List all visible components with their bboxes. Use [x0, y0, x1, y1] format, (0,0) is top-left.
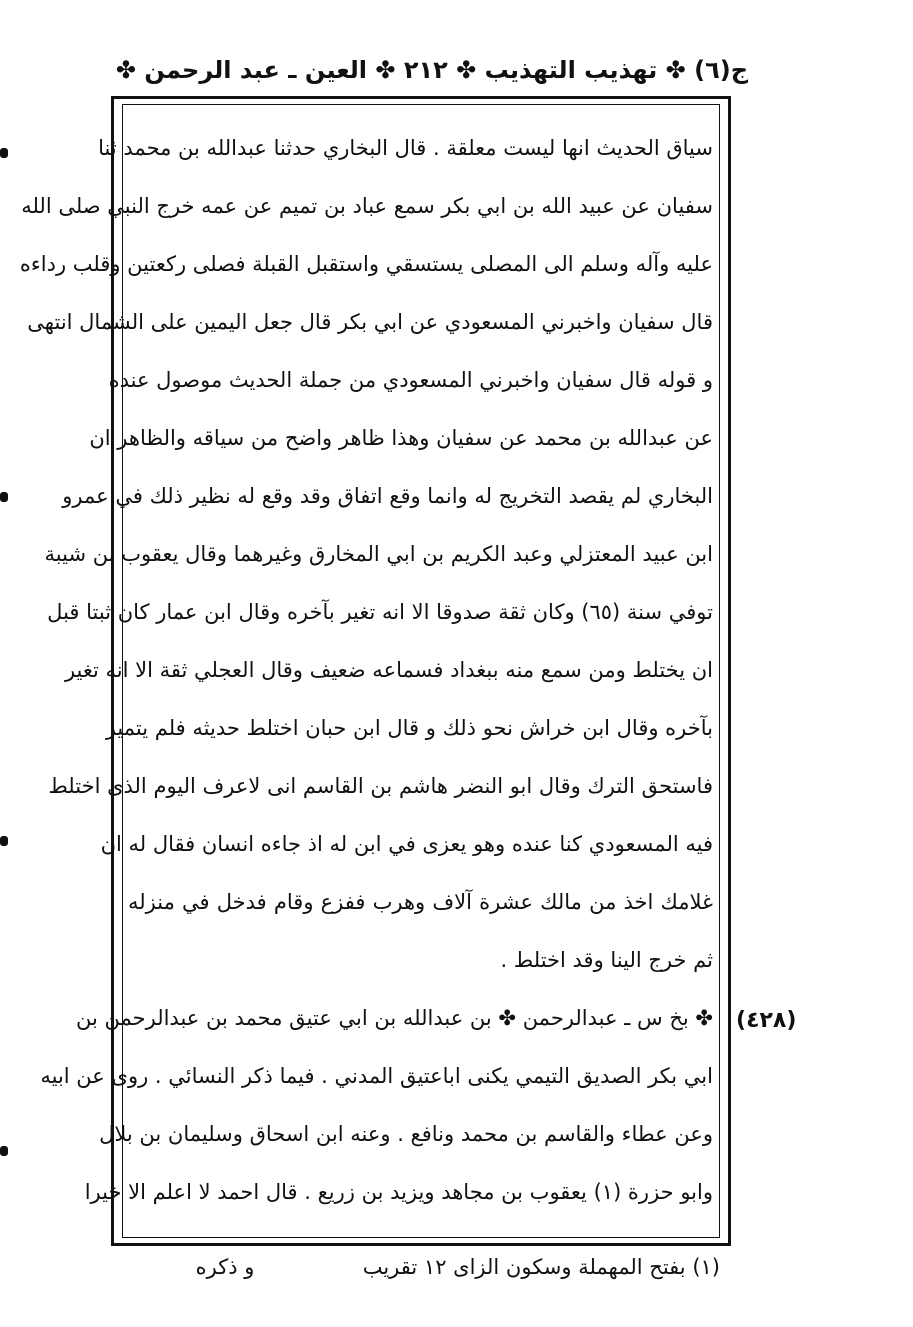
text-line: سياق الحديث انها ليست معلقة . قال البخاري حدثنا عبدالله بن محمد ثنا: [98, 136, 713, 160]
margin-mark: [0, 148, 8, 158]
text-line: و قوله قال سفيان واخبرني المسعودي من جملة الحديث موصول عنده: [108, 368, 713, 392]
text-line: وابو حزرة (١) يعقوب بن مجاهد ويزيد بن زريع . قال احمد لا اعلم الا خيرا: [84, 1180, 713, 1204]
text-line: ثم خرج الينا وقد اختلط .: [500, 948, 713, 972]
text-line: فاستحق الترك وقال ابو النضر هاشم بن القاسم انى لاعرف اليوم الذى اختلط: [48, 774, 713, 798]
text-line: فيه المسعودي كنا عنده وهو يعزى في ابن له اذ جاءه انسان فقال له ان: [100, 832, 713, 856]
text-line: ✤ بخ س ـ عبدالرحمن ✤ بن عبدالله بن ابي عتيق محمد بن عبدالرحمن بن: [76, 1006, 713, 1030]
catchword: و ذكره: [195, 1255, 255, 1279]
text-line: ابن عبيد المعتزلي وعبد الكريم بن ابي المخارق وغيرهما وقال يعقوب بن شيبة: [44, 542, 713, 566]
text-line: بآخره وقال ابن خراش نحو ذلك و قال ابن حبان اختلط حديثه فلم يتميز: [105, 716, 713, 740]
text-line: ان يختلط ومن سمع منه ببغداد فسماعه ضعيف وقال العجلي ثقة الا انه تغير: [64, 658, 713, 682]
text-line: ابي بكر الصديق التيمي يكنى اباعتيق المدني . فيما ذكر النسائي . روى عن ابيه: [40, 1064, 713, 1088]
text-line: عن عبدالله بن محمد عن سفيان وهذا ظاهر واضح من سياقه والظاهر ان: [89, 426, 713, 450]
text-line: سفيان عن عبيد الله بن ابي بكر سمع عباد بن تميم عن عمه خرج النبي صلى الله: [21, 194, 713, 218]
text-line: وعن عطاء والقاسم بن محمد ونافع . وعنه ابن اسحاق وسليمان بن بلال: [99, 1122, 713, 1146]
page-header: ج(٦) ✤ تهذيب التهذيب ✤ ٢١٢ ✤ العين ـ عبد الرحمن ✤: [115, 56, 748, 84]
margin-mark: [0, 492, 8, 502]
text-line: البخاري لم يقصد التخريج له وانما وقع اتفاق وقد وقع له نظير ذلك في عمرو: [62, 484, 713, 508]
footnote: (١) بفتح المهملة وسكون الزاى ١٢ تقريب: [362, 1255, 720, 1279]
text-line: توفي سنة (٦٥) وكان ثقة صدوقا الا انه تغير بآخره وقال ابن عمار كان ثبتا قبل: [47, 600, 713, 624]
margin-mark: [0, 836, 8, 846]
entry-number: (٤٢٨): [736, 1008, 797, 1033]
text-line: عليه وآله وسلم الى المصلى يستسقي واستقبل القبلة فصلى ركعتين وقلب رداءه: [19, 252, 713, 276]
text-line: غلامك اخذ من مالك عشرة آلاف وهرب ففزع وقام فدخل في منزله: [128, 890, 713, 914]
text-line: قال سفيان واخبرني المسعودي عن ابي بكر قال جعل اليمين على الشمال انتهى: [27, 310, 713, 334]
margin-mark: [0, 1146, 8, 1156]
